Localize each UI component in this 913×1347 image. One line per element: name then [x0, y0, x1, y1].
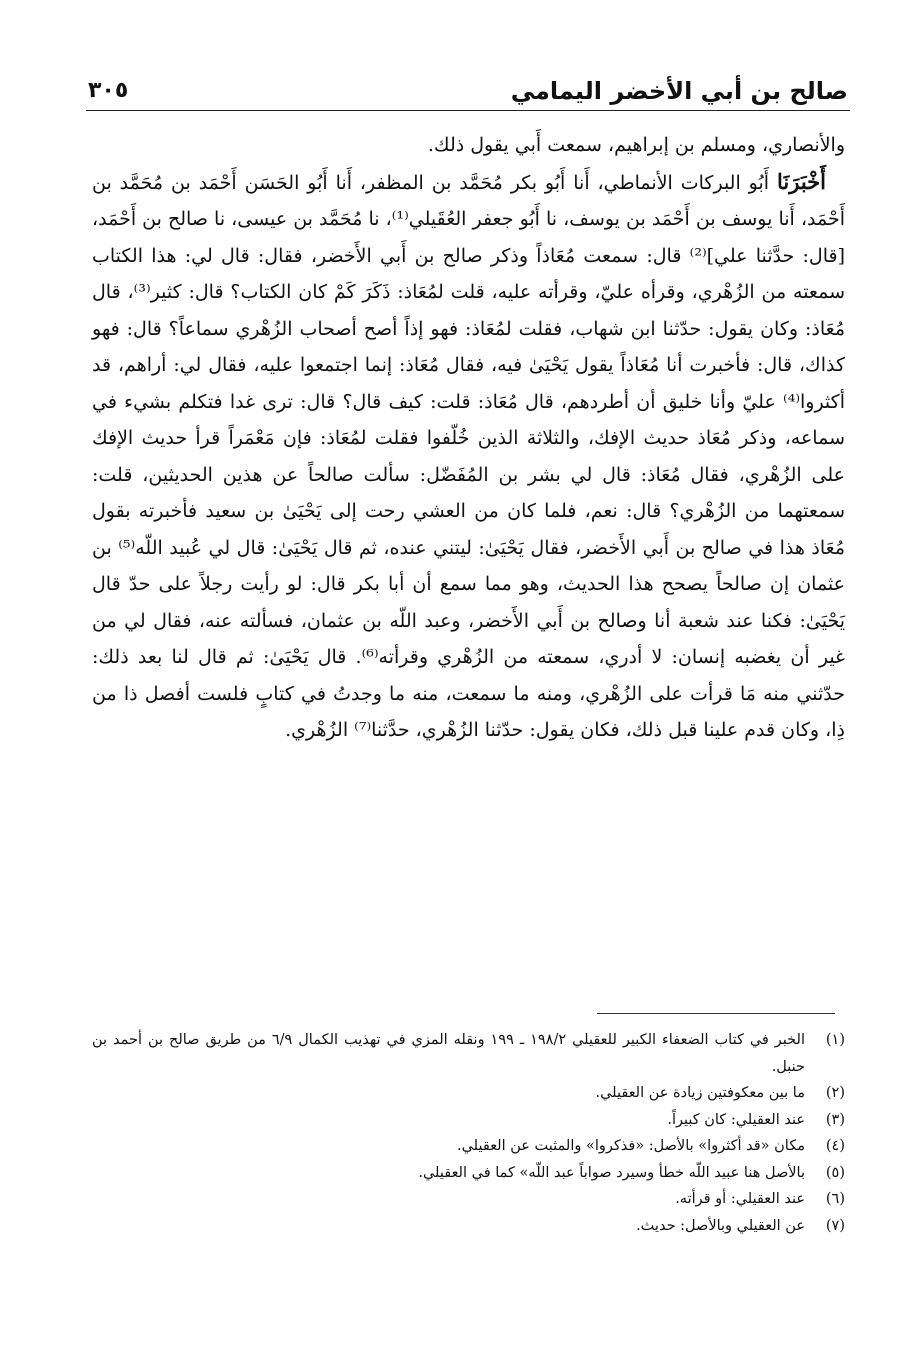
footnote-text: بالأصل هنا عبيد اللّه خطأ وسيرد صواباً عبد اللّه» كما في العقيلي.	[418, 1164, 805, 1181]
footnote-text: ما بين معكوفتين زيادة عن العقيلي.	[595, 1085, 805, 1101]
narration-lead-word: أَخْبَرَنَا	[777, 168, 826, 194]
footnote-item	[92, 1213, 845, 1240]
paragraph-2	[92, 164, 845, 749]
header-divider	[86, 110, 850, 111]
footnote-text: عن العقيلي وبالأصل: حديث.	[636, 1217, 805, 1234]
paragraph-2-text: أَبُو البركات الأنماطي، أَنا أَبُو بكر مُحَمَّد بن المظفر، أَنا أَبُو الحَسَن أَحْمَد بن مُحَمَّد بن أَحْمَد، أَنا يوسف بن أَحْمَد بن يوسف، نا أَبُو جعفر العُقَيلي⁽¹⁾، نا مُحَمَّد بن عيسى، نا صالح بن أَحْمَد، [قال: حدَّثنا علي]⁽²⁾ قال: سمعت مُعَاذاً وذكر صالح بن أَبي الأَخضر، فقال: قال لي: هذا الكتاب سمعته من الزُهْري، وقرأه عليّ، وقرأته عليه، قلت لمُعَاذ: ذَكَرَ كَمْ كان الكتاب؟ قال: كثير⁽³⁾، قال مُعَاذ: وكان يقول: حدّثنا ابن شهاب، فقلت لمُعَاذ: فهو إذاً أصح أصحاب الزُهْري سماعاً؟ قال: فهو كذاك، قال: فأخبرت أنا مُعَاذاً يقول يَحْيَىٰ فيه، فقال مُعَاذ: إنما اجتمعوا عليه، فقال لي: أراهم، قد أكثروا⁽⁴⁾ عليّ وأنا خليق أن أطردهم، قال مُعَاذ: قلت: كيف قال؟ قال: ترى غدا فتكلم بشيء في سماعه، وذكر مُعَاذ حديث الإفك، والثلاثة الذين خُلّفوا فقلت لمُعَاذ: فإن مَعْمَراً قرأ حديث الإفك على الزُهْري، فقال مُعَاذ: قال لي بشر بن المُفَضّل: سألت صالحاً عن هذين الحديثين، قلت: سمعتهما من الزُهْري؟ قال: نعم، فلما كان من العشي رحت إلى يَحْيَىٰ بن سعيد فأخبرته بقول مُعَاذ هذا في صالح بن أَبي الأَخضر، فقال يَحْيَىٰ: ليتني عنده، ثم قال يَحْيَىٰ: قال لي عُبيد اللّه⁽⁵⁾ بن عثمان إن صالحاً يصحح هذا الحديث، وهو مما سمع أن أبا بكر قال: لو رأيت رجلاً على حدّ قال يَحْيَىٰ: فكنا عند شعبة أنا وصالح بن أَبي الأَخضر، وعبد اللّه بن عثمان، فسألته عنه، فقال لي من غير أن يغضبه إنسان: لا أدري، سمعته من الزُهْري وقرأته⁽⁶⁾. قال يَحْيَىٰ: ثم قال لنا بعد ذلك: حدّثني منه مَا قرأت على الزُهْري، ومنه ما سمعت، منه ما وجدتُ في كتابٍ فلست أفصل ذا من ذِا، وكان قدم علينا قبل ذلك، فكان يقول: حدّثنا الزُهْري، حدَّثنا⁽⁷⁾ الزُهْري.	[92, 171, 846, 741]
footnote-divider	[597, 1013, 835, 1014]
footnote-number: (٧)	[825, 1217, 845, 1234]
footnote-text: عند العقيلي: كان كبيراً.	[667, 1111, 805, 1128]
footnote-number: (٥)	[825, 1164, 845, 1181]
footnote-number: (٦)	[825, 1191, 845, 1207]
footnote-text: مكان «قد أكثروا» بالأصل: «فذكروا» والمثبت عن العقيلي.	[456, 1138, 805, 1154]
page-number: ٣٠٥	[88, 78, 129, 103]
footnotes-list	[92, 1027, 845, 1239]
footnote-item	[92, 1133, 845, 1160]
main-text	[92, 127, 845, 749]
footnote-item	[92, 1186, 845, 1213]
paragraph-1: والأنصاري، ومسلم بن إبراهيم، سمعت أَبي يقول ذلك.	[427, 134, 845, 156]
footnote-item	[92, 1160, 845, 1187]
footnote-number: (٣)	[825, 1111, 845, 1128]
running-title: صالح بن أبي الأخضر اليمامي	[510, 77, 848, 105]
footnote-number: (١)	[825, 1032, 845, 1048]
footnote-text: عند العقيلي: أو قرأته.	[675, 1191, 805, 1207]
footnote-item	[92, 1107, 845, 1134]
footnote-number: (٤)	[825, 1138, 845, 1154]
footnote-item	[92, 1080, 845, 1107]
footnote-number: (٢)	[825, 1085, 845, 1101]
page-header	[88, 62, 848, 106]
footnote-text: الخبر في كتاب الضعفاء الكبير للعقيلي ١٩٨/٢ ـ ١٩٩ ونقله المزي في تهذيب الكمال ٦/٩ من طريق صالح بن أحمد بن حنبل.	[92, 1032, 805, 1075]
footnote-item	[92, 1027, 845, 1080]
